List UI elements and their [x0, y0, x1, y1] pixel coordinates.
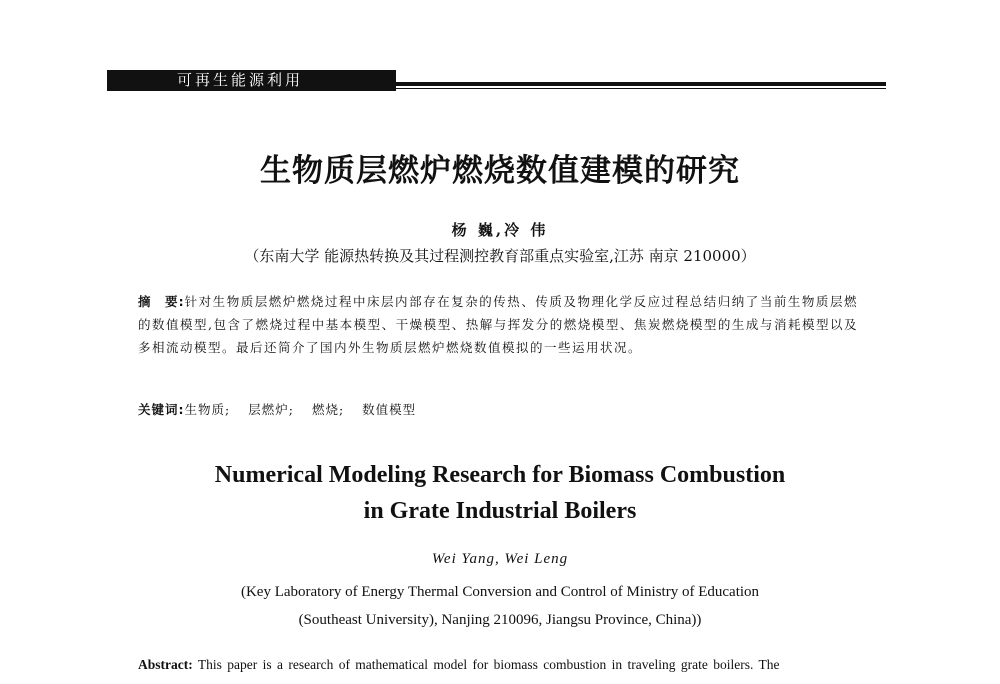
abstract-label-cn: 摘 要:: [138, 294, 185, 309]
abstract-cn: [138, 290, 858, 359]
header-rule-thin: [396, 88, 886, 89]
paper-title-en: [0, 457, 1000, 529]
paper-title-en-line2: in Grate Industrial Boilers: [363, 498, 637, 524]
keywords-cn: [138, 400, 858, 418]
abstract-text-cn: 针对生物质层燃炉燃烧过程中床层内部存在复杂的传热、传质及物理化学反应过程总结归纳了当前生物质层燃的数值模型,包含了燃烧过程中基本模型、干燥模型、热解与挥发分的燃烧模型、焦炭燃烧模型的生成与消耗模型以及多相流动模型。最后还简介了国内外生物质层燃炉燃烧数值模拟的一些运用状况。: [138, 294, 858, 355]
abstract-text-en: This paper is a research of mathematical model for biomass combustion in traveling grate boilers. The: [197, 657, 780, 672]
paper-title-en-line1: Numerical Modeling Research for Biomass Combustion: [214, 462, 786, 488]
authors-en: Wei Yang, Wei Leng: [431, 551, 569, 567]
paper-title-cn: 生物质层燃炉燃烧数值建模的研究: [260, 153, 740, 189]
affiliation-en-line1: (Key Laboratory of Energy Thermal Conversion and Control of Ministry of Education: [240, 584, 760, 600]
keyword-item: 层燃炉;: [248, 402, 294, 417]
abstract-en: [138, 657, 878, 673]
affiliation-cn: （东南大学 能源热转换及其过程测控教育部重点实验室,江苏 南京 210000）: [244, 247, 756, 265]
header-rule-thick: [396, 82, 886, 86]
keyword-item: 生物质;: [184, 402, 231, 417]
affiliation-en: [0, 578, 1000, 634]
abstract-label-en: Abstract:: [138, 657, 193, 672]
section-label: 可再生能源利用: [177, 71, 304, 89]
keywords-label-cn: 关键词:: [138, 402, 185, 417]
section-header-band: [107, 70, 396, 91]
authors-cn: 杨 巍,冷 伟: [451, 221, 549, 239]
keyword-item: 数值模型: [362, 402, 417, 417]
affiliation-en-line2: (Southeast University), Nanjing 210096, Jiangsu Province, China)): [298, 612, 702, 628]
keyword-item: 燃烧;: [311, 402, 345, 417]
